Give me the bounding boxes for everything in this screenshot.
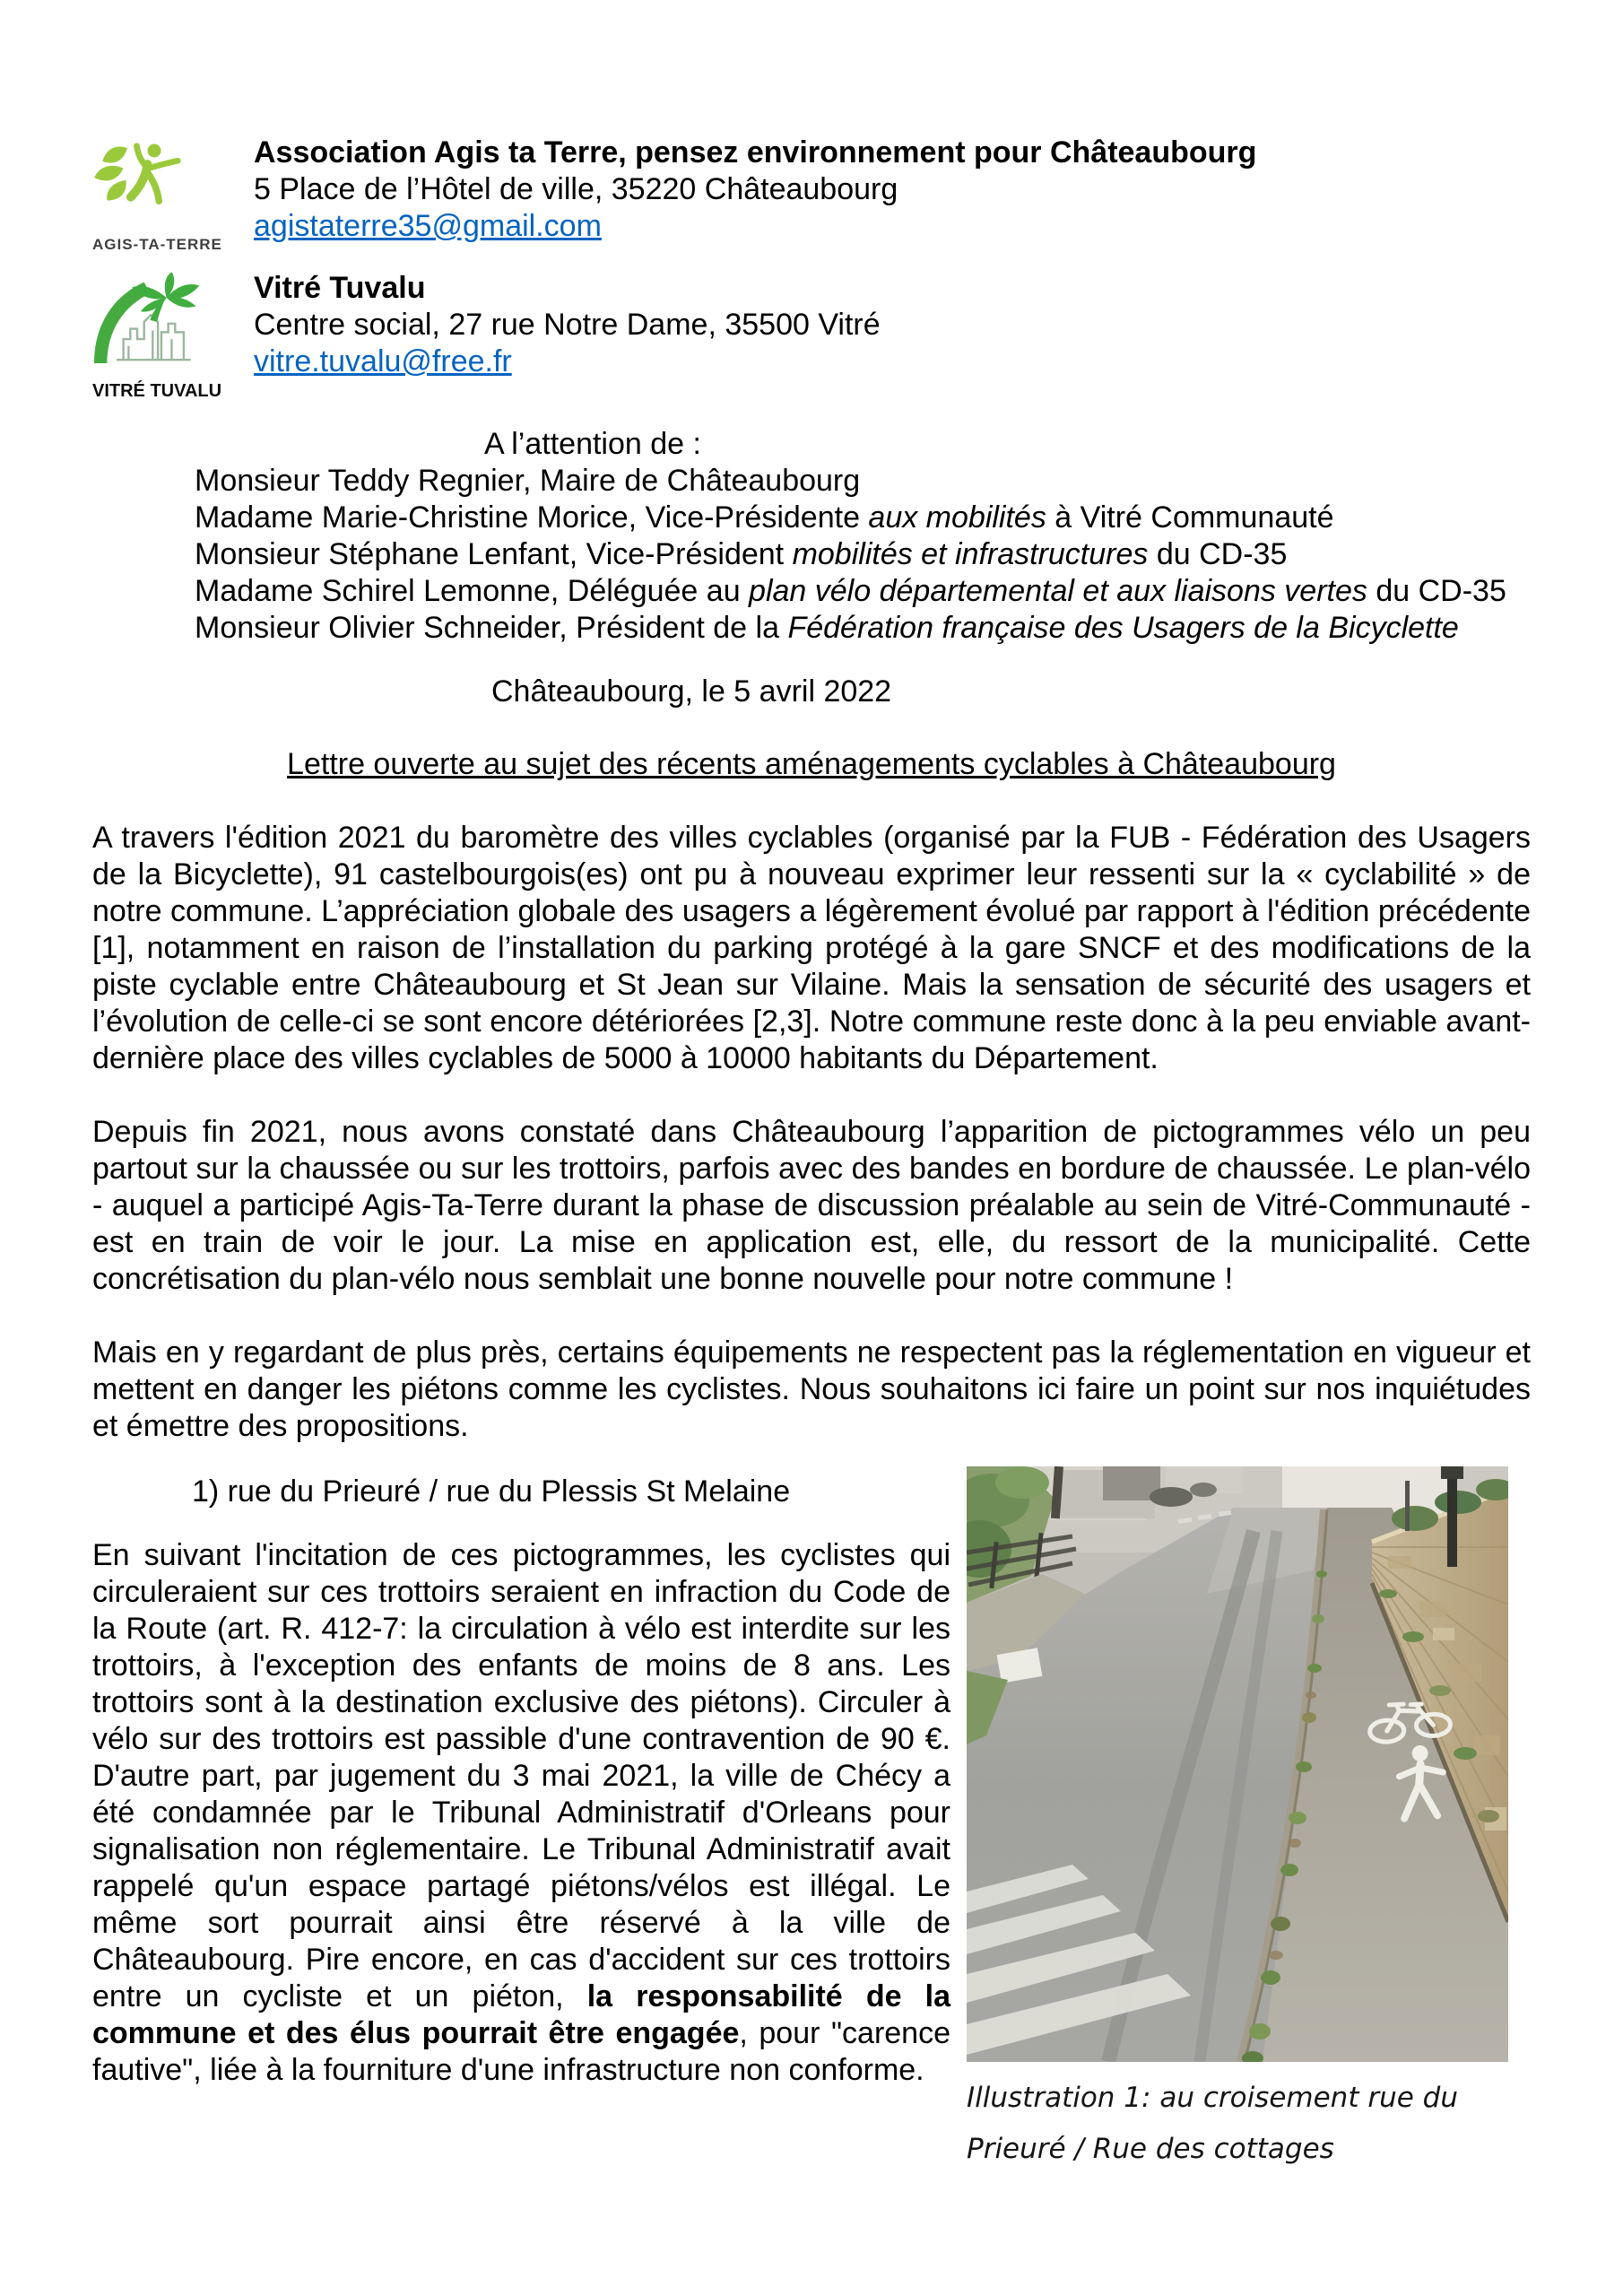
org1-text [254, 133, 1256, 245]
org2-address: Centre social, 27 rue Notre Dame, 35500 Vitré [254, 308, 881, 342]
org1-logo-caption: AGIS-TA-TERRE [92, 236, 222, 253]
org2-title: Vitré Tuvalu [254, 271, 426, 305]
org2-text [254, 268, 881, 380]
subject-line: Lettre ouverte au sujet des récents aménagements cyclables à Châteaubourg [287, 747, 1336, 781]
org2-logo-block [92, 268, 254, 401]
paragraph-inquietudes: Mais en y regardant de plus près, certains équipements ne respectent pas la réglementation en vigueur et mettent en danger les piétons comme les cyclistes. Nous souhaitons ici faire un point sur nos inquiétudes et émettre des propositions. [92, 1335, 1531, 1443]
org2-email-link[interactable]: vitre.tuvalu@free.fr [254, 344, 512, 378]
recipients-list [195, 463, 1531, 647]
agis-ta-terre-logo-icon [92, 133, 187, 222]
section-rue-du-prieure [92, 1474, 1531, 2182]
vitre-tuvalu-logo-icon [92, 268, 204, 369]
photo-vignette [967, 1466, 1508, 2062]
dateline: Châteaubourg, le 5 avril 2022 [491, 674, 892, 709]
recipient-line: Monsieur Olivier Schneider, Président de la Fédération française des Usagers de la Bicyclette [195, 611, 1459, 645]
paragraph-pictogrammes: Depuis fin 2021, nous avons constaté dans Châteaubourg l’apparition de pictogrammes vélo un peu partout sur la chaussée ou sur les trottoirs, parfois avec des bandes en bordure de chaussée. Le plan-vélo - auquel a participé Agis-Ta-Terre durant la phase de discussion préalable au sein de Vitré-Communauté - est en train de voir le jour. La mise en application est, elle, du ressort de la municipalité. Cette concrétisation du plan-vélo nous semblait une bonne nouvelle pour notre commune ! [92, 1115, 1531, 1296]
org2-logo-caption: VITRÉ TUVALU [92, 381, 222, 401]
org1-logo-block [92, 133, 254, 254]
illustration-caption: Illustration 1: au croisement rue du Prieuré / Rue des cottages [967, 2082, 1458, 2165]
recipient-line: Madame Marie-Christine Morice, Vice-Présidente aux mobilités à Vitré Communauté [195, 500, 1334, 535]
attention-label: A l’attention de : [484, 427, 701, 461]
org1-address: 5 Place de l’Hôtel de ville, 35220 Châteaubourg [254, 172, 898, 206]
illustration-figure [967, 1466, 1508, 2175]
org1-header [92, 133, 1531, 254]
section1-heading: 1) rue du Prieuré / rue du Plessis St Melaine [192, 1474, 791, 1509]
recipient-line: Monsieur Teddy Regnier, Maire de Châteaubourg [195, 464, 861, 498]
org2-header [92, 268, 1531, 401]
recipient-line: Madame Schirel Lemonne, Déléguée au plan vélo départemental et aux liaisons vertes du CD-35 [195, 574, 1506, 608]
org1-title: Association Agis ta Terre, pensez environnement pour Châteaubourg [254, 135, 1257, 170]
street-photo [967, 1466, 1508, 2062]
section1-body: En suivant l'incitation de ces pictogrammes, les cyclistes qui circuleraient sur ces trottoirs seraient en infraction du Code de la Route (art. R. 412-7: la circulation à vélo est interdite sur les trottoirs, à l'exception des enfants de moins de 8 ans. Les trottoirs sont à la destination exclusive des piétons). Circuler à vélo sur des trottoirs est passible d'une contravention de 90 €. D'autre part, par jugement du 3 mai 2021, la ville de Chécy a été condamnée par le Tribunal Administratif d'Orleans pour signalisation non réglementaire. Le Tribunal Administratif avait rappelé qu'un espace partagé piétons/vélos est illégal. Le même sort pourrait ainsi être réservé à la ville de Châteaubourg. Pire encore, en cas d'accident sur ces trottoirs entre un cycliste et un piéton, la responsabilité de la commune et des élus pourrait être engagée, pour "carence fautive", liée à la fourniture d'une infrastructure non conforme. [92, 1538, 950, 2087]
recipient-line: Monsieur Stéphane Lenfant, Vice-Président mobilités et infrastructures du CD-35 [195, 537, 1288, 571]
org1-email-link[interactable]: agistaterre35@gmail.com [254, 209, 602, 243]
paragraph-barometre: A travers l'édition 2021 du baromètre des villes cyclables (organisé par la FUB - Fédération des Usagers de la Bicyclette), 91 castelbourgois(es) ont pu à nouveau exprimer leur ressenti sur la « cyclabilité » de notre commune. L’appréciation globale des usagers a légèrement évolué par rapport à l'édition précédente [1], notamment en raison de l’installation du parking protégé à la gare SNCF et des modifications de la piste cyclable entre Châteaubourg et St Jean sur Vilaine. Mais la sensation de sécurité des usagers et l’évolution de celle-ci se sont encore détériorées [2,3]. Notre commune reste donc à la peu enviable avant-dernière place des villes cyclables de 5000 à 10000 habitants du Département. [92, 821, 1531, 1075]
